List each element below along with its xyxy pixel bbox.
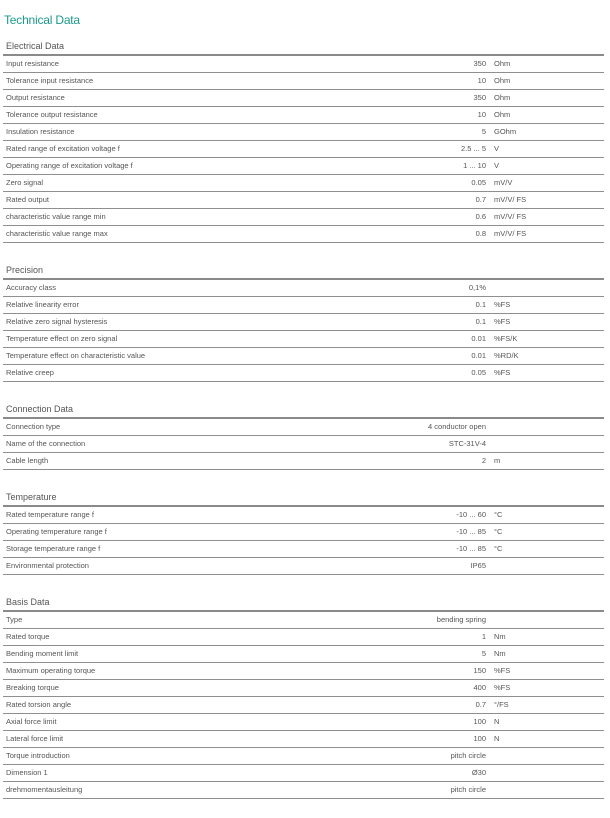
row-unit: %FS/K xyxy=(494,334,518,343)
section-heading: Precision xyxy=(3,262,604,280)
row-value: 1 xyxy=(481,632,486,641)
row-unit: N xyxy=(494,717,500,726)
row-label: Breaking torque xyxy=(6,683,59,692)
table-row xyxy=(3,680,604,697)
row-value: 400 xyxy=(473,683,486,692)
row-label: Relative zero signal hysteresis xyxy=(6,317,108,326)
section-heading: Basis Data xyxy=(3,594,604,612)
row-value: IP65 xyxy=(470,561,486,570)
row-label: Operating temperature range f xyxy=(6,527,107,536)
row-unit: %FS xyxy=(494,683,511,692)
row-label: Rated torsion angle xyxy=(6,700,72,709)
row-label: Tolerance input resistance xyxy=(6,76,94,85)
row-value: -10 ... 85 xyxy=(456,544,486,553)
table-row xyxy=(3,629,604,646)
row-value: 0.7 xyxy=(475,700,486,709)
row-value: Ø30 xyxy=(471,768,486,777)
row-unit: Nm xyxy=(494,632,506,641)
row-value: 0,1% xyxy=(468,283,486,292)
row-unit: °C xyxy=(494,510,503,519)
row-label: characteristic value range max xyxy=(6,229,108,238)
row-unit: %FS xyxy=(494,317,511,326)
table-row xyxy=(3,141,604,158)
row-label: characteristic value range min xyxy=(6,212,106,221)
row-label: Relative creep xyxy=(6,368,54,377)
table-row xyxy=(3,73,604,90)
row-value: -10 ... 85 xyxy=(456,527,486,536)
table-row xyxy=(3,714,604,731)
table-row xyxy=(3,56,604,73)
table-row xyxy=(3,436,604,453)
row-label: Type xyxy=(6,615,23,624)
section-temperature xyxy=(3,489,604,575)
row-unit: %FS xyxy=(494,300,511,309)
row-unit: °C xyxy=(494,544,503,553)
row-unit: °C xyxy=(494,527,503,536)
row-label: Lateral force limit xyxy=(6,734,64,743)
row-value: 5 xyxy=(481,649,486,658)
row-value: 1 ... 10 xyxy=(463,161,486,170)
row-unit: °/FS xyxy=(494,700,509,709)
section-precision xyxy=(3,262,604,382)
table-row xyxy=(3,765,604,782)
row-label: Maximum operating torque xyxy=(6,666,96,675)
row-value: 0.05 xyxy=(471,368,486,377)
row-value: 100 xyxy=(473,734,486,743)
row-value: pitch circle xyxy=(450,785,486,794)
section-electrical-data xyxy=(3,38,604,243)
row-label: Input resistance xyxy=(6,59,59,68)
row-label: Output resistance xyxy=(6,93,65,102)
row-value: 150 xyxy=(473,666,486,675)
row-label: Temperature effect on zero signal xyxy=(6,334,118,343)
table-row xyxy=(3,731,604,748)
row-value: 350 xyxy=(473,59,486,68)
row-label: Operating range of excitation voltage f xyxy=(6,161,133,170)
table-row xyxy=(3,453,604,470)
row-value: 350 xyxy=(473,93,486,102)
row-value: 5 xyxy=(481,127,486,136)
row-label: Relative linearity error xyxy=(6,300,79,309)
row-value: 2.5 ... 5 xyxy=(460,144,486,153)
row-unit: Ohm xyxy=(494,59,511,68)
row-unit: %RD/K xyxy=(494,351,519,360)
row-label: Environmental protection xyxy=(6,561,89,570)
row-unit: mV/V/ FS xyxy=(494,195,527,204)
row-unit: Ohm xyxy=(494,93,511,102)
row-unit: m xyxy=(494,456,501,465)
section-heading: Temperature xyxy=(3,489,604,507)
row-unit: mV/V xyxy=(494,178,513,187)
row-value: 100 xyxy=(473,717,486,726)
table-row xyxy=(3,558,604,575)
table-row xyxy=(3,612,604,629)
row-label: drehmomentausleitung xyxy=(6,785,83,794)
row-value: -10 ... 60 xyxy=(456,510,486,519)
table-row xyxy=(3,782,604,799)
table-row xyxy=(3,90,604,107)
table-row xyxy=(3,209,604,226)
row-unit: mV/V/ FS xyxy=(494,229,527,238)
table-row xyxy=(3,507,604,524)
row-label: Torque introduction xyxy=(6,751,70,760)
row-value: 10 xyxy=(477,76,486,85)
row-label: Storage temperature range f xyxy=(6,544,101,553)
table-row xyxy=(3,192,604,209)
row-value: STC-31V-4 xyxy=(448,439,486,448)
row-unit: %FS xyxy=(494,368,511,377)
table-row xyxy=(3,365,604,382)
row-label: Dimension 1 xyxy=(6,768,48,777)
row-unit: GOhm xyxy=(494,127,517,136)
table-row xyxy=(3,646,604,663)
section-connection-data xyxy=(3,401,604,470)
table-row xyxy=(3,663,604,680)
table-row xyxy=(3,524,604,541)
table-row xyxy=(3,331,604,348)
row-label: Insulation resistance xyxy=(6,127,75,136)
row-value: 10 xyxy=(477,110,486,119)
row-unit: N xyxy=(494,734,500,743)
row-value: pitch circle xyxy=(450,751,486,760)
table-row xyxy=(3,348,604,365)
row-unit: mV/V/ FS xyxy=(494,212,527,221)
row-unit: Ohm xyxy=(494,76,511,85)
row-label: Temperature effect on characteristic value xyxy=(6,351,146,360)
row-unit: %FS xyxy=(494,666,511,675)
section-basis-data xyxy=(3,594,604,799)
table-row xyxy=(3,748,604,765)
row-label: Rated range of excitation voltage f xyxy=(6,144,120,153)
table-row xyxy=(3,107,604,124)
technical-data-tables xyxy=(3,38,604,818)
row-value: 0.01 xyxy=(471,334,486,343)
table-row xyxy=(3,541,604,558)
table-row xyxy=(3,124,604,141)
row-value: 0.05 xyxy=(471,178,486,187)
table-row xyxy=(3,175,604,192)
row-label: Connection type xyxy=(6,422,61,431)
row-unit: Ohm xyxy=(494,110,511,119)
row-value: 0.1 xyxy=(475,317,486,326)
row-label: Rated output xyxy=(6,195,49,204)
row-value: 0.7 xyxy=(475,195,486,204)
row-value: 2 xyxy=(481,456,486,465)
row-label: Zero signal xyxy=(6,178,44,187)
table-row xyxy=(3,297,604,314)
section-heading: Electrical Data xyxy=(3,38,604,56)
row-value: bending spring xyxy=(436,615,486,624)
row-label: Axial force limit xyxy=(6,717,57,726)
row-label: Accuracy class xyxy=(6,283,57,292)
table-row xyxy=(3,280,604,297)
row-label: Tolerance output resistance xyxy=(6,110,98,119)
row-value: 0.8 xyxy=(475,229,486,238)
row-value: 0.01 xyxy=(471,351,486,360)
section-heading: Connection Data xyxy=(3,401,604,419)
row-unit: V xyxy=(494,144,500,153)
row-label: Name of the connection xyxy=(6,439,86,448)
table-row xyxy=(3,697,604,714)
row-label: Rated torque xyxy=(6,632,50,641)
row-value: 4 conductor open xyxy=(428,422,486,431)
row-label: Rated temperature range f xyxy=(6,510,94,519)
page-title: Technical Data xyxy=(4,13,80,27)
row-value: 0.1 xyxy=(475,300,486,309)
row-label: Bending moment limit xyxy=(6,649,79,658)
table-row xyxy=(3,419,604,436)
row-value: 0.6 xyxy=(475,212,486,221)
table-row xyxy=(3,226,604,243)
row-unit: V xyxy=(494,161,500,170)
row-label: Cable length xyxy=(6,456,49,465)
row-unit: Nm xyxy=(494,649,506,658)
table-row xyxy=(3,158,604,175)
table-row xyxy=(3,314,604,331)
